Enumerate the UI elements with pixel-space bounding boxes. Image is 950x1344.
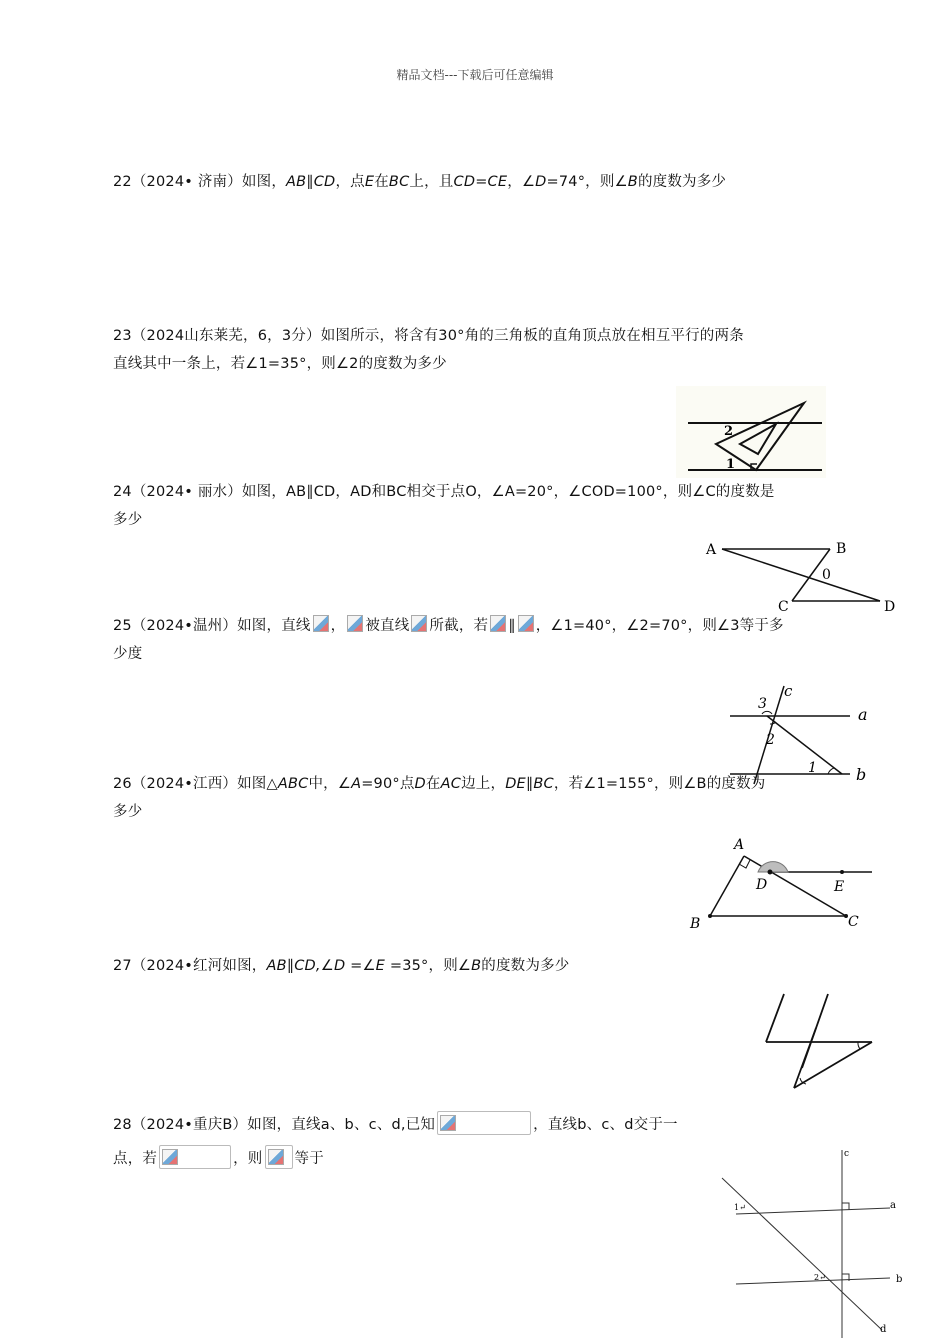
point-a-label: A bbox=[706, 542, 717, 558]
broken-image-icon bbox=[490, 615, 506, 632]
question-22: 22（2024• 济南）如图，AB∥CD，点E在BC上，且CD=CE，∠D=74°，则∠B的度数为多少 bbox=[113, 174, 727, 190]
line-c-label: c bbox=[784, 682, 793, 700]
figure-27-zigzag-lines bbox=[756, 988, 880, 1092]
angle-2-label: 2 bbox=[724, 424, 734, 439]
page-header: 精品文档---下载后可任意编辑 bbox=[396, 68, 554, 82]
angle-1-label: 1 bbox=[808, 760, 817, 776]
line-d-label: d bbox=[880, 1324, 887, 1335]
broken-image-icon bbox=[347, 615, 363, 632]
question-23: 23（2024山东莱芜，6，3分）如图所示，将含有30°角的三角板的直角顶点放在相互平行的两条 直线其中一条上，若∠1=35°，则∠2的度数为多少 bbox=[113, 328, 744, 372]
angle-2-label: 2↵ bbox=[814, 1273, 826, 1282]
figure-28-four-lines bbox=[718, 1144, 910, 1340]
line-b-label: b bbox=[896, 1274, 903, 1285]
question-24: 24（2024• 丽水）如图，AB∥CD，AD和BC相交于点O，∠A=20°，∠COD=100°，则∠C的度数是 多少 bbox=[113, 484, 775, 528]
question-28: 28（2024•重庆B）如图，直线a、b、c、d,已知 ，直线b、c、d交于一 点，若 ，则 等于 bbox=[113, 1108, 753, 1176]
point-d-label: D bbox=[756, 877, 768, 893]
line-a-label: a bbox=[890, 1200, 896, 1211]
line-a-label: a bbox=[858, 705, 868, 724]
question-27: 27（2024•红河如图，AB∥CD,∠D =∠E =35°，则∠B的度数为多少 bbox=[113, 958, 570, 974]
point-c-label: C bbox=[778, 599, 789, 615]
broken-image-icon bbox=[437, 1111, 531, 1135]
angle-1-label: 1 bbox=[726, 457, 736, 472]
point-e-label: E bbox=[834, 879, 845, 895]
question-25: 25（2024•温州）如图，直线 ， 被直线 所截，若 ∥ ，∠1=40°，∠2=70°，则∠3等于多 少度 bbox=[113, 612, 843, 668]
figure-23-triangle-ruler bbox=[676, 386, 826, 478]
point-b-label: B bbox=[690, 916, 701, 932]
point-d-label: D bbox=[884, 599, 896, 615]
angle-1-label: 1↵ bbox=[734, 1203, 746, 1212]
broken-image-icon bbox=[313, 615, 329, 632]
broken-image-icon bbox=[518, 615, 534, 632]
angle-3-label: 3 bbox=[758, 696, 767, 712]
figure-26-right-triangle bbox=[684, 834, 878, 934]
point-o-label: 0 bbox=[822, 567, 831, 583]
line-c-label: c bbox=[844, 1149, 850, 1159]
broken-image-icon bbox=[265, 1145, 293, 1169]
point-a-label: A bbox=[734, 837, 745, 853]
broken-image-icon bbox=[159, 1145, 231, 1169]
figure-24-intersecting-lines bbox=[700, 536, 900, 616]
line-b-label: b bbox=[856, 765, 867, 784]
question-26: 26（2024•江西）如图△ABC中，∠A=90°点D在AC边上，DE∥BC，若∠1=155°，则∠B的度数为 多少 bbox=[113, 776, 766, 820]
angle-2-label: 2 bbox=[766, 732, 775, 748]
point-c-label: C bbox=[848, 914, 859, 930]
point-b-label: B bbox=[836, 541, 847, 557]
broken-image-icon bbox=[411, 615, 427, 632]
